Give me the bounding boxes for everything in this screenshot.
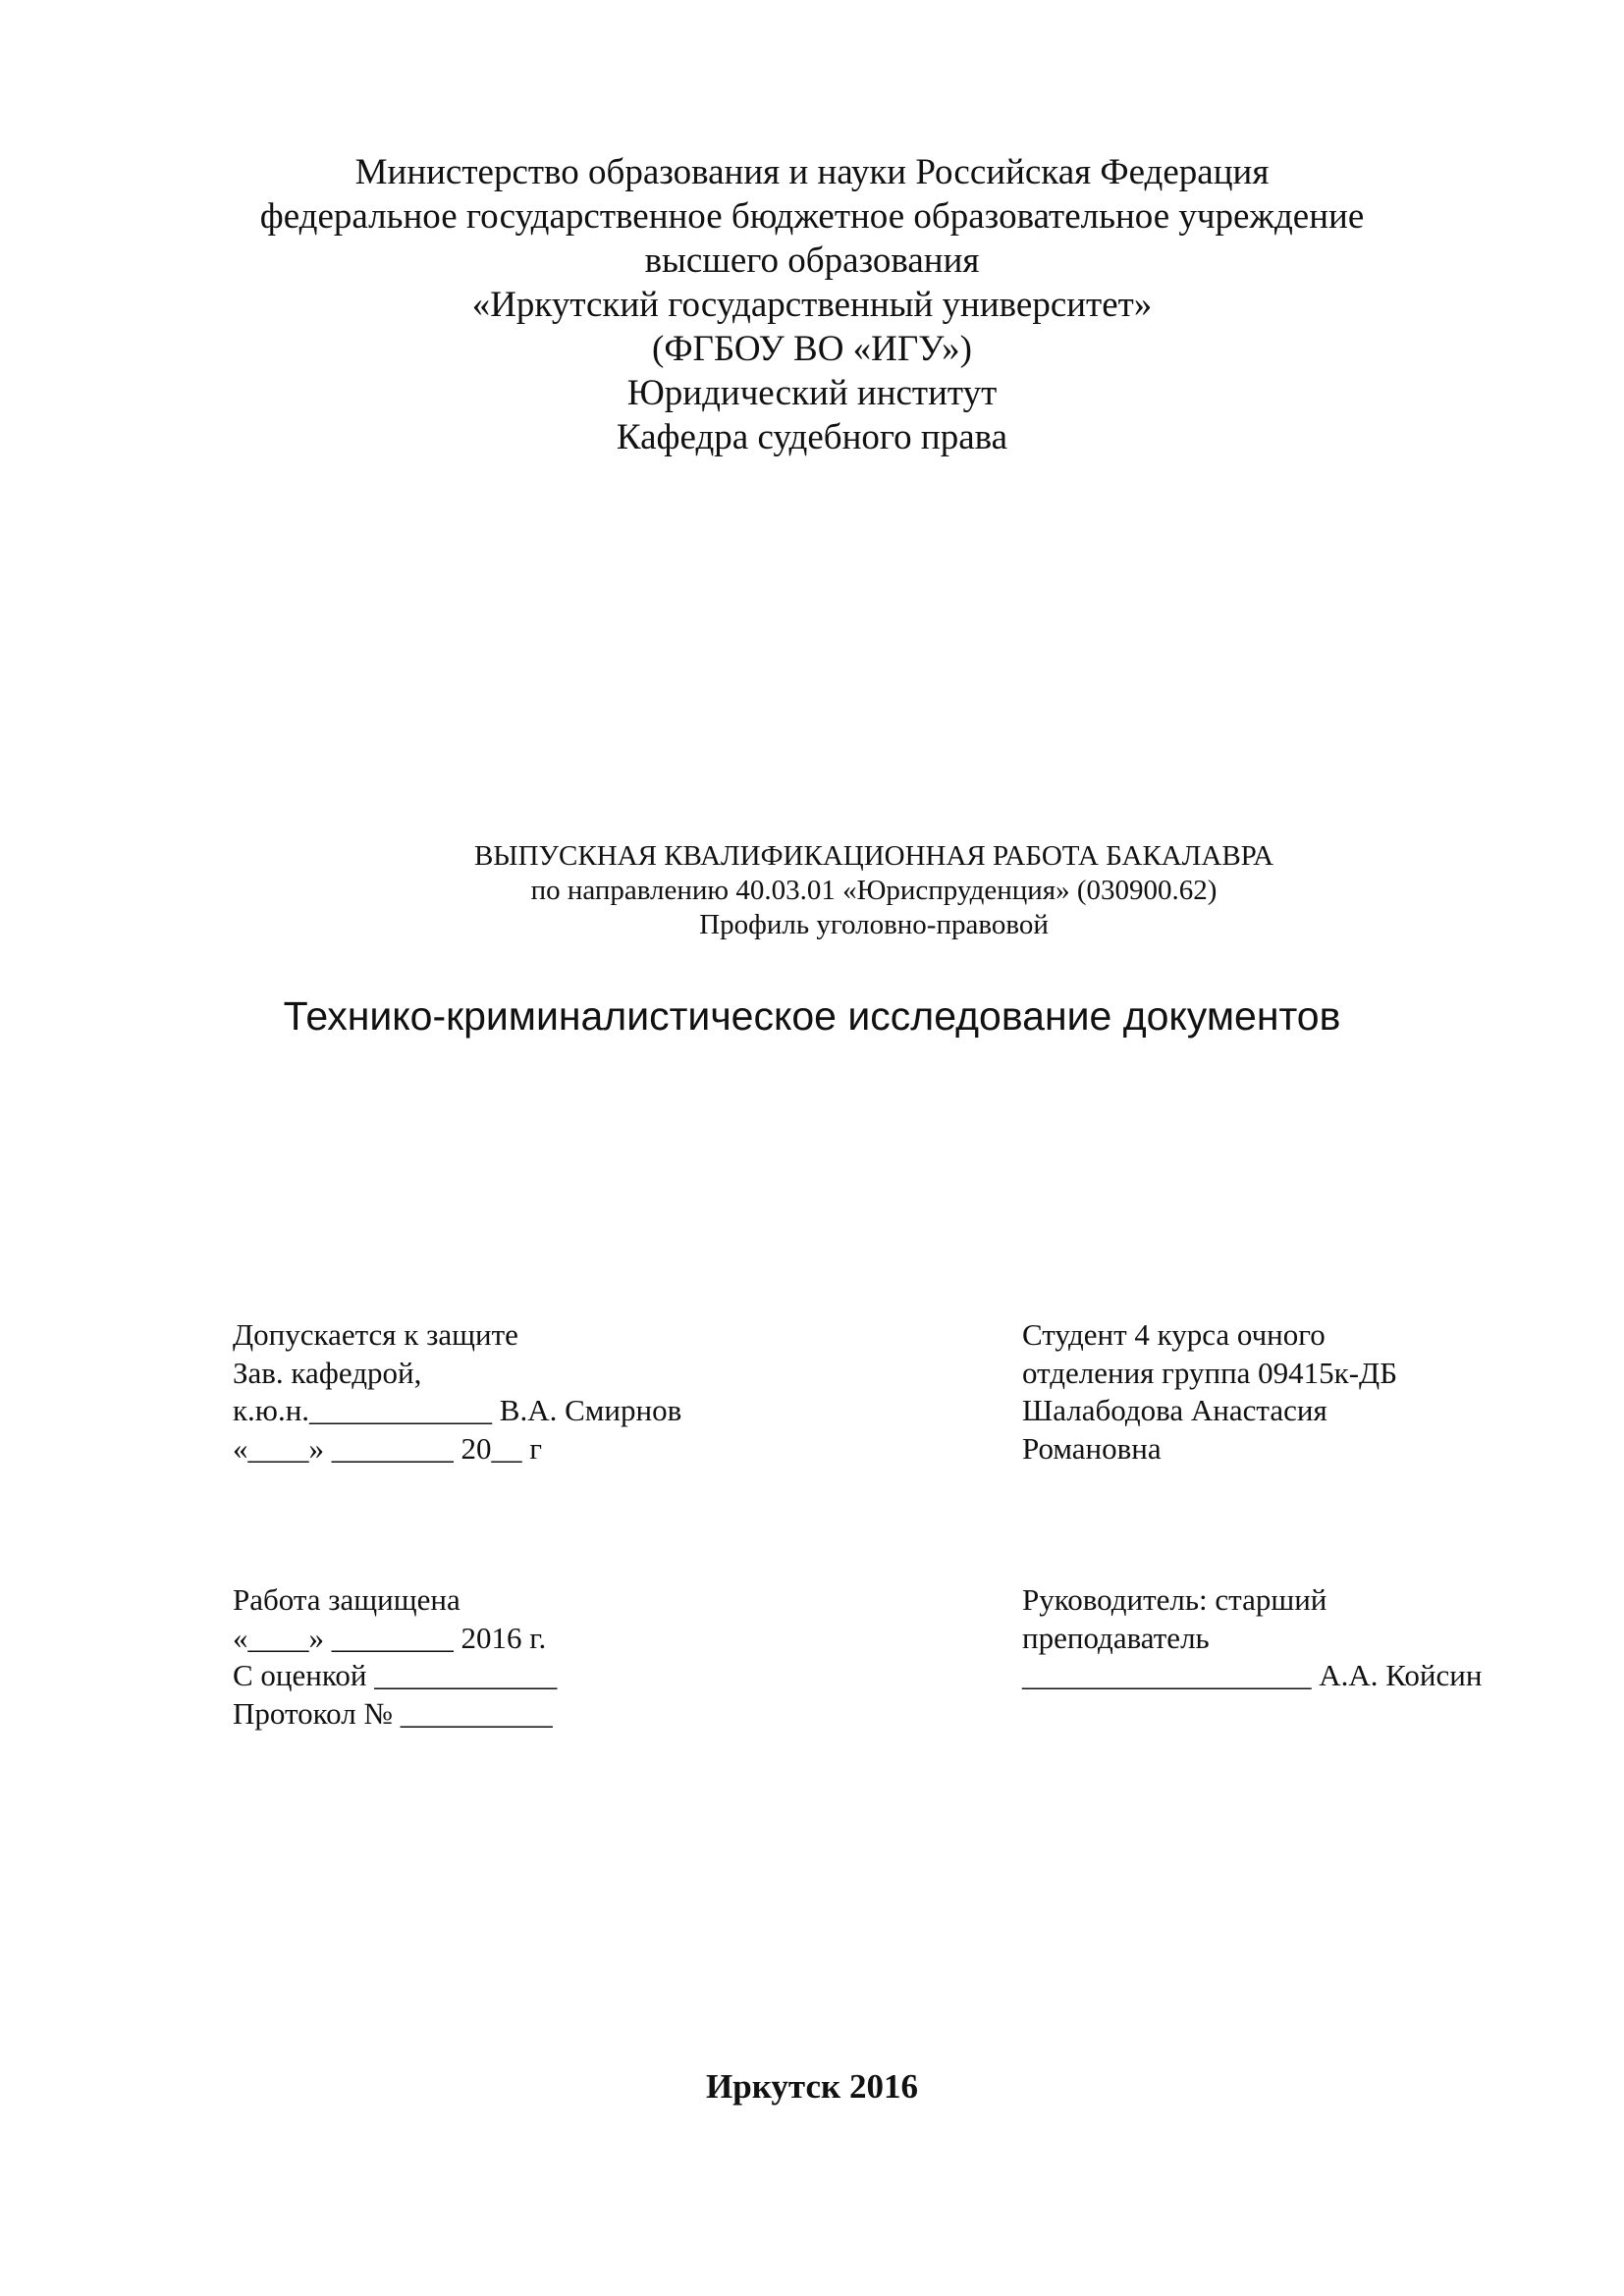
- admission-line: Допускается к защите: [233, 1317, 518, 1352]
- defense-line: С оценкой ____________: [233, 1658, 558, 1692]
- admission-line: Зав. кафедрой,: [233, 1355, 422, 1390]
- work-profile: Профиль уголовно-правовой: [699, 909, 1049, 940]
- thesis-title: Технико-криминалистическое исследование документов: [283, 993, 1341, 1039]
- institution-type-line: федеральное государственное бюджетное образовательное учреждение: [259, 196, 1365, 237]
- institution-header: [0, 150, 1624, 459]
- student-line: Романовна: [1022, 1430, 1162, 1466]
- defense-line: Работа защищена: [233, 1582, 460, 1617]
- supervisor-block: [1022, 1581, 1482, 1695]
- ministry-line: Министерство образования и науки Российская Федерация: [354, 152, 1270, 192]
- university-abbr-line: (ФГБОУ ВО «ИГУ»): [652, 329, 972, 369]
- defense-block: [233, 1581, 557, 1733]
- city-year: Иркутск 2016: [706, 2067, 918, 2106]
- work-description: [295, 839, 1453, 942]
- work-type: ВЫПУСКНАЯ КВАЛИФИКАЦИОННАЯ РАБОТА БАКАЛАВРА: [473, 840, 1274, 872]
- education-level-line: высшего образования: [644, 240, 980, 281]
- supervisor-line: преподаватель: [1022, 1620, 1210, 1655]
- supervisor-line: Руководитель: старший: [1022, 1582, 1327, 1617]
- student-line: отделения группа 09415к-ДБ: [1022, 1355, 1398, 1390]
- work-direction: по направлению 40.03.01 «Юриспруденция» (030900.62): [530, 875, 1218, 906]
- defense-line: «____» ________ 2016 г.: [233, 1620, 547, 1655]
- admission-line: к.ю.н.____________ В.А. Смирнов: [233, 1393, 682, 1427]
- defense-line: Протокол № __________: [233, 1695, 553, 1731]
- student-line: Шалабодова Анастасия: [1022, 1393, 1327, 1427]
- department-line: Кафедра судебного права: [616, 417, 1008, 457]
- supervisor-line: ___________________ А.А. Койсин: [1022, 1658, 1483, 1692]
- university-name-line: «Иркутский государственный университет»: [471, 285, 1153, 325]
- admission-block: [233, 1316, 681, 1468]
- admission-line: «____» ________ 20__ г: [233, 1430, 542, 1466]
- student-block: [1022, 1316, 1397, 1468]
- institute-line: Юридический институт: [626, 373, 998, 413]
- student-line: Студент 4 курса очного: [1022, 1317, 1326, 1352]
